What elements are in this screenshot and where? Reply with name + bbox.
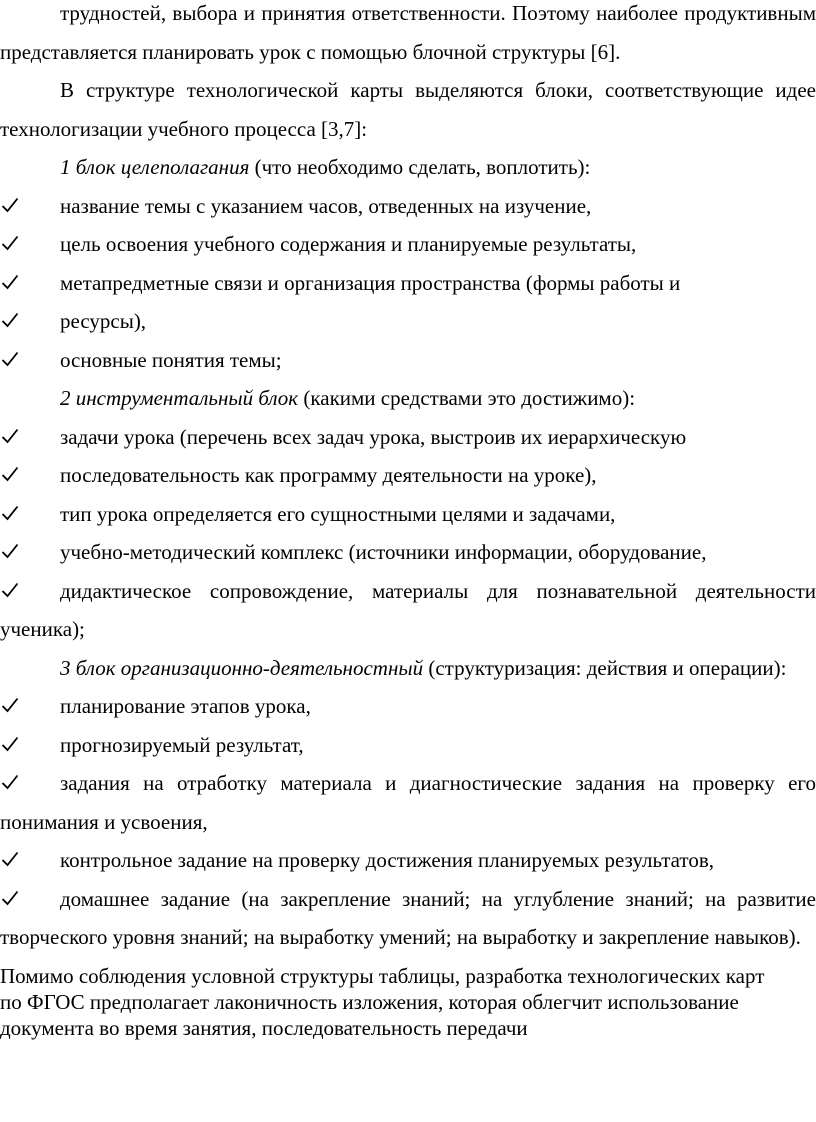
- block3-title: 3 блок организационно-деятельностный: [60, 655, 424, 680]
- intro-paragraph-2: В структуре технологической карты выделяются блоки, соответствующие идее технологизации учебного процесса [3,7]:: [0, 78, 816, 141]
- checkmark-icon: [1, 841, 21, 879]
- list-item: контрольное задание на проверку достижения планируемых результатов,: [0, 841, 816, 880]
- checkmark-icon: [1, 341, 21, 379]
- block1-note: (что необходимо сделать, воплотить):: [249, 155, 591, 179]
- checkmark-icon: [1, 687, 21, 725]
- checkmark-icon: [1, 418, 21, 456]
- list-item: планирование этапов урока,: [0, 687, 816, 726]
- block1-heading: [0, 148, 816, 187]
- checkmark-icon: [1, 726, 21, 764]
- block2-note: (какими средствами это достижимо):: [298, 386, 636, 410]
- block2-title: 2 инструментальный блок: [60, 386, 299, 410]
- list-item: задачи урока (перечень всех задач урока, выстроив их иерархическую: [0, 418, 816, 457]
- closing-paragraph: Помимо соблюдения условной структуры таблицы, разработка технологических карт по ФГОС предполагает лаконичность изложения, которая облегчит использование документа во время занятия, последовательность передачи: [0, 963, 765, 1040]
- list-item: тип урока определяется его сущностными целями и задачами,: [0, 495, 816, 534]
- list-item: основные понятия темы;: [0, 341, 816, 380]
- list-item: ресурсы),: [0, 302, 816, 341]
- checkmark-icon: [1, 572, 21, 610]
- checkmark-icon: [1, 880, 21, 918]
- checkmark-icon: [1, 495, 21, 533]
- list-item: последовательность как программу деятельности на уроке),: [0, 456, 816, 495]
- checkmark-icon: [1, 264, 21, 302]
- list-item: учебно-методический комплекс (источники информации, оборудование,: [0, 533, 816, 572]
- list-item: домашнее задание (на закрепление знаний; на углубление знаний; на развитие творческого уровня знаний; на выработку умений; на выработку и закрепление навыков).: [0, 880, 816, 957]
- block3-heading: [0, 649, 816, 688]
- block2-heading: [0, 379, 816, 418]
- block1-title: 1 блок целеполагания: [60, 155, 250, 179]
- list-item: название темы с указанием часов, отведенных на изучение,: [0, 187, 816, 226]
- list-item: дидактическое сопровождение, материалы для познавательной деятельности ученика);: [0, 572, 816, 649]
- list-item: метапредметные связи и организация пространства (формы работы и: [0, 264, 816, 303]
- checkmark-icon: [1, 225, 21, 263]
- list-item: прогнозируемый результат,: [0, 726, 816, 765]
- checkmark-icon: [1, 187, 21, 225]
- checkmark-icon: [1, 533, 21, 571]
- list-item: цель освоения учебного содержания и планируемые результаты,: [0, 225, 816, 264]
- intro-paragraph-1: трудностей, выбора и принятия ответственности. Поэтому наиболее продуктивным представляется планировать урок с помощью блочной структуры [6].: [0, 1, 816, 64]
- checkmark-icon: [1, 302, 21, 340]
- list-item: задания на отработку материала и диагностические задания на проверку его понимания и усвоения,: [0, 764, 816, 841]
- checkmark-icon: [1, 764, 21, 802]
- block3-note: (структуризация: действия и операции):: [423, 655, 787, 680]
- checkmark-icon: [1, 456, 21, 494]
